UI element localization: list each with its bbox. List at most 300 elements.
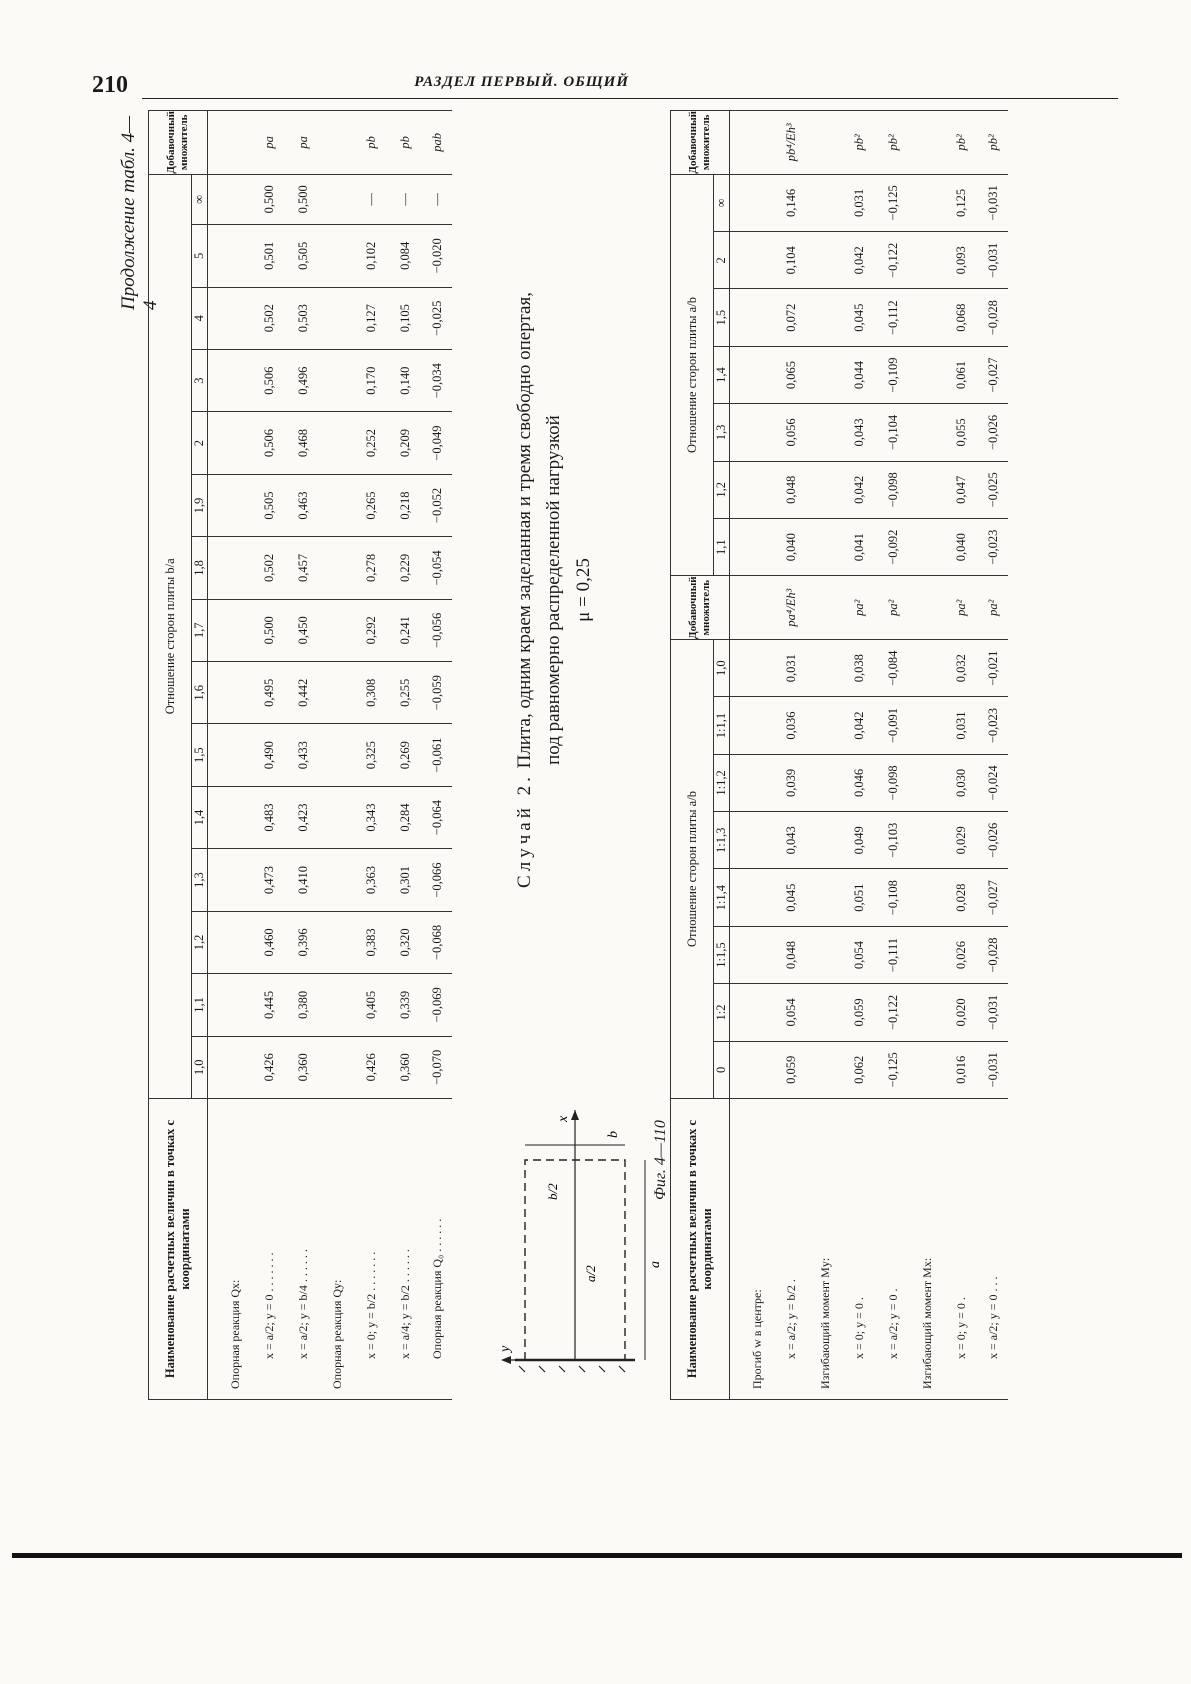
table-cell: −0,054 bbox=[422, 537, 452, 599]
table-cell: 0,104 bbox=[774, 232, 808, 289]
table-cell: 0,209 bbox=[388, 412, 422, 474]
table-row bbox=[208, 111, 253, 1400]
table-cell: 0,016 bbox=[944, 1041, 978, 1098]
t2-column-header-right: 1,4 bbox=[714, 346, 730, 403]
row-label: x = a/4; y = b/2 . . . . . . bbox=[388, 1099, 422, 1400]
row-group-label: Прогиб w в центре: bbox=[730, 1099, 775, 1400]
table-cell: −0,084 bbox=[876, 640, 910, 697]
table-row bbox=[422, 111, 452, 1400]
table-cell: −0,109 bbox=[876, 346, 910, 403]
table-cell: 0,061 bbox=[944, 346, 978, 403]
table-cell: 0,495 bbox=[252, 662, 286, 724]
table-cell bbox=[208, 1036, 253, 1098]
t2-column-header-right: 2 bbox=[714, 232, 730, 289]
table-cell bbox=[208, 287, 253, 349]
table-cell: 0,445 bbox=[252, 974, 286, 1036]
t2-column-header-right: 1,1 bbox=[714, 519, 730, 576]
table-cell bbox=[730, 519, 775, 576]
header-rule bbox=[142, 98, 1118, 99]
table-cell: 0,473 bbox=[252, 849, 286, 911]
table-cell: −0,103 bbox=[876, 812, 910, 869]
table-cell bbox=[808, 926, 842, 983]
table-cell bbox=[730, 461, 775, 518]
table-cell bbox=[910, 697, 944, 754]
table-cell: 0,325 bbox=[354, 724, 388, 786]
table-cell bbox=[910, 519, 944, 576]
table-cell bbox=[320, 349, 354, 411]
multiplier-cell: pb⁴/Eh³ bbox=[774, 111, 808, 175]
t2-column-header-right: 1,2 bbox=[714, 461, 730, 518]
case-prefix: Случай 2. bbox=[514, 773, 535, 888]
table-cell: 0,442 bbox=[286, 662, 320, 724]
y-arrow bbox=[501, 1356, 511, 1364]
table-cell: 0,068 bbox=[944, 289, 978, 346]
table-cell: −0,027 bbox=[978, 346, 1008, 403]
table-cell: 0,505 bbox=[252, 474, 286, 536]
table-cell bbox=[730, 404, 775, 461]
table-cell: — bbox=[354, 174, 388, 224]
multiplier-cell: pb bbox=[354, 111, 388, 175]
table-cell bbox=[320, 599, 354, 661]
table-row bbox=[286, 111, 320, 1400]
table-row bbox=[774, 111, 808, 1400]
deflection-moment-table bbox=[670, 110, 1008, 1400]
table-cell: 0,032 bbox=[944, 640, 978, 697]
multiplier-cell bbox=[208, 111, 253, 175]
figure-caption: Фиг. 4—110 bbox=[652, 1120, 669, 1200]
table-cell: −0,028 bbox=[978, 289, 1008, 346]
table-cell: −0,021 bbox=[978, 640, 1008, 697]
table-cell bbox=[730, 812, 775, 869]
table-cell: 0,502 bbox=[252, 537, 286, 599]
page-number: 210 bbox=[92, 72, 128, 98]
table-cell: 0,284 bbox=[388, 786, 422, 848]
table-row bbox=[730, 111, 775, 1400]
table-cell bbox=[730, 869, 775, 926]
table-cell: 0,360 bbox=[388, 1036, 422, 1098]
table-cell bbox=[208, 412, 253, 474]
table-cell: −0,027 bbox=[978, 869, 1008, 926]
table-cell: 0,026 bbox=[944, 926, 978, 983]
row-label: Опорная реакция Q₀ . . . . . . bbox=[422, 1099, 452, 1400]
table-cell: 0,055 bbox=[944, 404, 978, 461]
table-cell bbox=[320, 412, 354, 474]
table-cell: 0,031 bbox=[774, 640, 808, 697]
table-cell: 0,405 bbox=[354, 974, 388, 1036]
table-cell: 0,292 bbox=[354, 599, 388, 661]
table-cell: 0,269 bbox=[388, 724, 422, 786]
table-cell bbox=[208, 225, 253, 287]
t1-column-header: 1,8 bbox=[192, 537, 208, 599]
multiplier-cell: pb² bbox=[842, 111, 876, 175]
table-cell: −0,091 bbox=[876, 697, 910, 754]
table-cell: −0,023 bbox=[978, 519, 1008, 576]
table-cell: 0,500 bbox=[252, 599, 286, 661]
table-cell: 0,040 bbox=[944, 519, 978, 576]
table-row bbox=[320, 111, 354, 1400]
table-cell: 0,031 bbox=[842, 174, 876, 232]
table-cell bbox=[808, 1041, 842, 1098]
table-cell bbox=[808, 461, 842, 518]
table-cell: −0,092 bbox=[876, 519, 910, 576]
table-cell: 0,031 bbox=[944, 697, 978, 754]
multiplier-cell: pb² bbox=[876, 111, 910, 175]
table-cell: 0,042 bbox=[842, 461, 876, 518]
table-cell bbox=[808, 869, 842, 926]
row-group-label: Опорная реакция Qy: bbox=[320, 1099, 354, 1400]
multiplier-cell: pa² bbox=[944, 576, 978, 640]
table-cell bbox=[320, 1036, 354, 1098]
table-cell: −0,025 bbox=[978, 461, 1008, 518]
table-cell: −0,111 bbox=[876, 926, 910, 983]
table-cell: 0,049 bbox=[842, 812, 876, 869]
table-cell: 0,047 bbox=[944, 461, 978, 518]
t2-column-header-left: 1:1,1 bbox=[714, 697, 730, 754]
table-cell: 0,043 bbox=[842, 404, 876, 461]
table-cell: 0,450 bbox=[286, 599, 320, 661]
table-cell: 0,093 bbox=[944, 232, 978, 289]
table-cell: −0,066 bbox=[422, 849, 452, 911]
table-cell bbox=[208, 349, 253, 411]
table-cell bbox=[320, 287, 354, 349]
table-cell: 0,218 bbox=[388, 474, 422, 536]
multiplier-cell bbox=[730, 576, 775, 640]
table-cell: 0,500 bbox=[252, 174, 286, 224]
t1-body bbox=[208, 111, 453, 1400]
table-cell: 0,360 bbox=[286, 1036, 320, 1098]
table-cell: 0,048 bbox=[774, 926, 808, 983]
table-cell: −0,098 bbox=[876, 754, 910, 811]
t1-column-header: 4 bbox=[192, 287, 208, 349]
table-cell: 0,460 bbox=[252, 911, 286, 973]
table-cell bbox=[730, 289, 775, 346]
table-cell: −0,069 bbox=[422, 974, 452, 1036]
table-cell: −0,104 bbox=[876, 404, 910, 461]
table-cell: −0,026 bbox=[978, 404, 1008, 461]
plate-figure bbox=[495, 1100, 665, 1400]
table-cell bbox=[208, 724, 253, 786]
running-head: РАЗДЕЛ ПЕРВЫЙ. ОБЩИЙ bbox=[410, 74, 633, 91]
table-cell: 0,463 bbox=[286, 474, 320, 536]
table-cell bbox=[910, 640, 944, 697]
table-cell: 0,020 bbox=[944, 984, 978, 1041]
table-cell: 0,065 bbox=[774, 346, 808, 403]
table-cell bbox=[320, 474, 354, 536]
t2-group-right: Отношение сторон плиты a/b bbox=[671, 174, 714, 576]
table-cell bbox=[808, 812, 842, 869]
table-cell: −0,122 bbox=[876, 984, 910, 1041]
t1-column-header: 5 bbox=[192, 225, 208, 287]
bottom-rule bbox=[12, 1553, 1182, 1558]
multiplier-cell: pa⁴/Eh³ bbox=[774, 576, 808, 640]
t1-header-group: Отношение сторон плиты b/a bbox=[149, 174, 192, 1098]
table-cell: 0,127 bbox=[354, 287, 388, 349]
table-cell: 0,433 bbox=[286, 724, 320, 786]
table-cell: −0,025 bbox=[422, 287, 452, 349]
case-line2: под равномерно распределенной нагрузкой bbox=[543, 415, 565, 765]
table-row bbox=[388, 111, 422, 1400]
table-cell bbox=[910, 174, 944, 232]
table-cell bbox=[910, 754, 944, 811]
table-cell bbox=[808, 174, 842, 232]
t2-column-header-left: 1:1,3 bbox=[714, 812, 730, 869]
t2-header-mult-right: Добавочный множитель bbox=[671, 111, 730, 175]
t1-column-header: 1,5 bbox=[192, 724, 208, 786]
table-row bbox=[354, 111, 388, 1400]
table-cell: 0,046 bbox=[842, 754, 876, 811]
table-cell bbox=[208, 474, 253, 536]
table-cell: −0,049 bbox=[422, 412, 452, 474]
x-arrow bbox=[571, 1110, 579, 1120]
t1-column-header: 1,9 bbox=[192, 474, 208, 536]
case-line3: μ = 0,25 bbox=[572, 558, 594, 622]
table-cell: 0,051 bbox=[842, 869, 876, 926]
table-cell: −0,064 bbox=[422, 786, 452, 848]
t1-column-header: 1,1 bbox=[192, 974, 208, 1036]
multiplier-cell: pa bbox=[252, 111, 286, 175]
table-row bbox=[944, 111, 978, 1400]
row-label: x = a/2; y = 0 . . . bbox=[978, 1099, 1008, 1400]
table-cell bbox=[320, 724, 354, 786]
table-cell bbox=[730, 984, 775, 1041]
table-cell: 0,496 bbox=[286, 349, 320, 411]
multiplier-cell: pa bbox=[286, 111, 320, 175]
table-cell bbox=[910, 461, 944, 518]
multiplier-cell: pa² bbox=[842, 576, 876, 640]
table-cell: — bbox=[388, 174, 422, 224]
row-label: x = a/2; y = 0 . bbox=[876, 1099, 910, 1400]
table-cell: 0,054 bbox=[774, 984, 808, 1041]
page-header bbox=[92, 72, 1118, 102]
table-cell: −0,056 bbox=[422, 599, 452, 661]
table-cell: −0,061 bbox=[422, 724, 452, 786]
table-cell: — bbox=[422, 174, 452, 224]
dim-b-half: b/2 bbox=[545, 1183, 560, 1200]
t1-column-header: 2 bbox=[192, 412, 208, 474]
multiplier-cell bbox=[808, 111, 842, 175]
table-cell: 0,043 bbox=[774, 812, 808, 869]
table-cell bbox=[208, 974, 253, 1036]
table-cell: 0,339 bbox=[388, 974, 422, 1036]
continuation-label: Продолжение табл. 4—4 bbox=[118, 115, 161, 310]
table-cell bbox=[910, 1041, 944, 1098]
table-cell: 0,343 bbox=[354, 786, 388, 848]
table-cell: 0,036 bbox=[774, 697, 808, 754]
row-label: x = 0; y = 0 . bbox=[944, 1099, 978, 1400]
table-cell: 0,308 bbox=[354, 662, 388, 724]
table-cell: 0,062 bbox=[842, 1041, 876, 1098]
table-cell bbox=[730, 926, 775, 983]
t1-header-name: Наименование расчетных величин в точках с координатами bbox=[149, 1099, 208, 1400]
table-cell: −0,112 bbox=[876, 289, 910, 346]
table-cell: 0,056 bbox=[774, 404, 808, 461]
multiplier-cell bbox=[730, 111, 775, 175]
table-cell bbox=[910, 984, 944, 1041]
table-cell: 0,028 bbox=[944, 869, 978, 926]
table-cell bbox=[320, 225, 354, 287]
table-cell: 0,503 bbox=[286, 287, 320, 349]
table-cell bbox=[320, 662, 354, 724]
table-cell: 0,265 bbox=[354, 474, 388, 536]
table-cell: −0,059 bbox=[422, 662, 452, 724]
table-cell: 0,252 bbox=[354, 412, 388, 474]
table-cell: 0,468 bbox=[286, 412, 320, 474]
table-cell bbox=[808, 346, 842, 403]
table-cell: 0,040 bbox=[774, 519, 808, 576]
table-cell: 0,102 bbox=[354, 225, 388, 287]
table-cell bbox=[208, 174, 253, 224]
table-cell: 0,125 bbox=[944, 174, 978, 232]
dim-a: a bbox=[648, 1261, 663, 1268]
table-cell: −0,020 bbox=[422, 225, 452, 287]
t2-column-header-left: 1:1,5 bbox=[714, 926, 730, 983]
case-line1: Плита, одним краем заделанная и тремя свободно опертая, bbox=[514, 292, 535, 769]
table-row bbox=[910, 111, 944, 1400]
t2-column-header-left: 1:1,2 bbox=[714, 754, 730, 811]
table-cell bbox=[208, 599, 253, 661]
table-cell: 0,042 bbox=[842, 697, 876, 754]
row-label: x = a/2; y = b/4 . . . . . . bbox=[286, 1099, 320, 1400]
table-cell: 0,072 bbox=[774, 289, 808, 346]
table-cell: −0,031 bbox=[978, 232, 1008, 289]
row-group-label: Изгибающий момент My: bbox=[808, 1099, 842, 1400]
case-2-title bbox=[510, 140, 598, 1040]
t2-header-name: Наименование расчетных величин в точках с координатами bbox=[671, 1099, 730, 1400]
table-cell: 0,048 bbox=[774, 461, 808, 518]
table-row bbox=[978, 111, 1008, 1400]
row-label: x = 0; y = 0 . bbox=[842, 1099, 876, 1400]
table-cell: −0,024 bbox=[978, 754, 1008, 811]
multiplier-cell bbox=[808, 576, 842, 640]
table-cell: −0,023 bbox=[978, 697, 1008, 754]
table-cell: 0,241 bbox=[388, 599, 422, 661]
table-cell bbox=[808, 519, 842, 576]
table-cell: 0,483 bbox=[252, 786, 286, 848]
table-cell: 0,501 bbox=[252, 225, 286, 287]
t2-column-header-right: ∞ bbox=[714, 174, 730, 232]
table-cell bbox=[208, 662, 253, 724]
table-cell bbox=[208, 537, 253, 599]
multiplier-cell bbox=[910, 111, 944, 175]
table-cell: 0,301 bbox=[388, 849, 422, 911]
row-group-label: Опорная реакция Qx: bbox=[208, 1099, 253, 1400]
t1-column-header: 1,6 bbox=[192, 662, 208, 724]
table-cell: 0,500 bbox=[286, 174, 320, 224]
table-cell: −0,026 bbox=[978, 812, 1008, 869]
table-cell: 0,506 bbox=[252, 412, 286, 474]
t1-column-header: ∞ bbox=[192, 174, 208, 224]
table-cell: 0,383 bbox=[354, 911, 388, 973]
table-cell: −0,068 bbox=[422, 911, 452, 973]
row-label: x = 0; y = b/2 . . . . . . . bbox=[354, 1099, 388, 1400]
row-label: x = a/2; y = b/2 . bbox=[774, 1099, 808, 1400]
table-cell bbox=[730, 640, 775, 697]
table-cell bbox=[910, 289, 944, 346]
table-cell: 0,084 bbox=[388, 225, 422, 287]
table-cell bbox=[320, 786, 354, 848]
t2-column-header-right: 1,3 bbox=[714, 404, 730, 461]
table-cell: −0,028 bbox=[978, 926, 1008, 983]
table-cell: 0,059 bbox=[842, 984, 876, 1041]
table-cell: 0,423 bbox=[286, 786, 320, 848]
t1-column-header: 1,2 bbox=[192, 911, 208, 973]
table-cell bbox=[910, 926, 944, 983]
table-cell: 0,229 bbox=[388, 537, 422, 599]
table-cell: 0,170 bbox=[354, 349, 388, 411]
table-row bbox=[876, 111, 910, 1400]
t2-header-mult-left: Добавочный множитель bbox=[671, 576, 730, 640]
table-cell: 0,505 bbox=[286, 225, 320, 287]
table-cell: 0,105 bbox=[388, 287, 422, 349]
table-cell bbox=[910, 812, 944, 869]
table-row bbox=[808, 111, 842, 1400]
table-cell: 0,396 bbox=[286, 911, 320, 973]
x-label: x bbox=[556, 1115, 571, 1122]
table-cell bbox=[808, 404, 842, 461]
table-cell: −0,098 bbox=[876, 461, 910, 518]
table-cell: 0,038 bbox=[842, 640, 876, 697]
table-cell bbox=[730, 346, 775, 403]
table-cell: 0,426 bbox=[354, 1036, 388, 1098]
table-cell bbox=[808, 289, 842, 346]
table-cell: 0,380 bbox=[286, 974, 320, 1036]
table-cell: −0,034 bbox=[422, 349, 452, 411]
row-group-label: Изгибающий момент Mx: bbox=[910, 1099, 944, 1400]
table-cell: 0,506 bbox=[252, 349, 286, 411]
table-cell: −0,031 bbox=[978, 174, 1008, 232]
y-label: y bbox=[498, 1345, 513, 1352]
table-cell bbox=[208, 849, 253, 911]
table-cell: 0,030 bbox=[944, 754, 978, 811]
t1-header-mult: Добавочный множитель bbox=[149, 111, 208, 175]
table-cell: 0,045 bbox=[842, 289, 876, 346]
multiplier-cell: pb² bbox=[978, 111, 1008, 175]
table-cell: 0,502 bbox=[252, 287, 286, 349]
table-cell: −0,031 bbox=[978, 1041, 1008, 1098]
t1-column-header: 1,7 bbox=[192, 599, 208, 661]
table-cell bbox=[730, 697, 775, 754]
t2-column-header-left: 1:2 bbox=[714, 984, 730, 1041]
table-cell: 0,041 bbox=[842, 519, 876, 576]
table-cell: −0,125 bbox=[876, 1041, 910, 1098]
table-cell bbox=[320, 974, 354, 1036]
t2-column-header-left: 1,0 bbox=[714, 640, 730, 697]
t1-column-header: 1,0 bbox=[192, 1036, 208, 1098]
table-cell: 0,426 bbox=[252, 1036, 286, 1098]
table-cell: 0,255 bbox=[388, 662, 422, 724]
table-cell: −0,052 bbox=[422, 474, 452, 536]
table-cell: 0,039 bbox=[774, 754, 808, 811]
row-label: x = a/2; y = 0 . . . . . . . bbox=[252, 1099, 286, 1400]
multiplier-cell: pab bbox=[422, 111, 452, 175]
multiplier-cell bbox=[320, 111, 354, 175]
table-cell bbox=[320, 174, 354, 224]
multiplier-cell bbox=[910, 576, 944, 640]
t1-column-header: 3 bbox=[192, 349, 208, 411]
table-cell: 0,054 bbox=[842, 926, 876, 983]
multiplier-cell: pa² bbox=[978, 576, 1008, 640]
rotated-content bbox=[100, 110, 1100, 1400]
table-cell: 0,363 bbox=[354, 849, 388, 911]
table-cell bbox=[910, 232, 944, 289]
t2-group-left: Отношение сторон плиты a/b bbox=[671, 640, 714, 1099]
table-cell: −0,108 bbox=[876, 869, 910, 926]
multiplier-cell: pa² bbox=[876, 576, 910, 640]
table-cell bbox=[208, 786, 253, 848]
table-cell: 0,042 bbox=[842, 232, 876, 289]
table-cell bbox=[730, 174, 775, 232]
table-cell bbox=[910, 404, 944, 461]
